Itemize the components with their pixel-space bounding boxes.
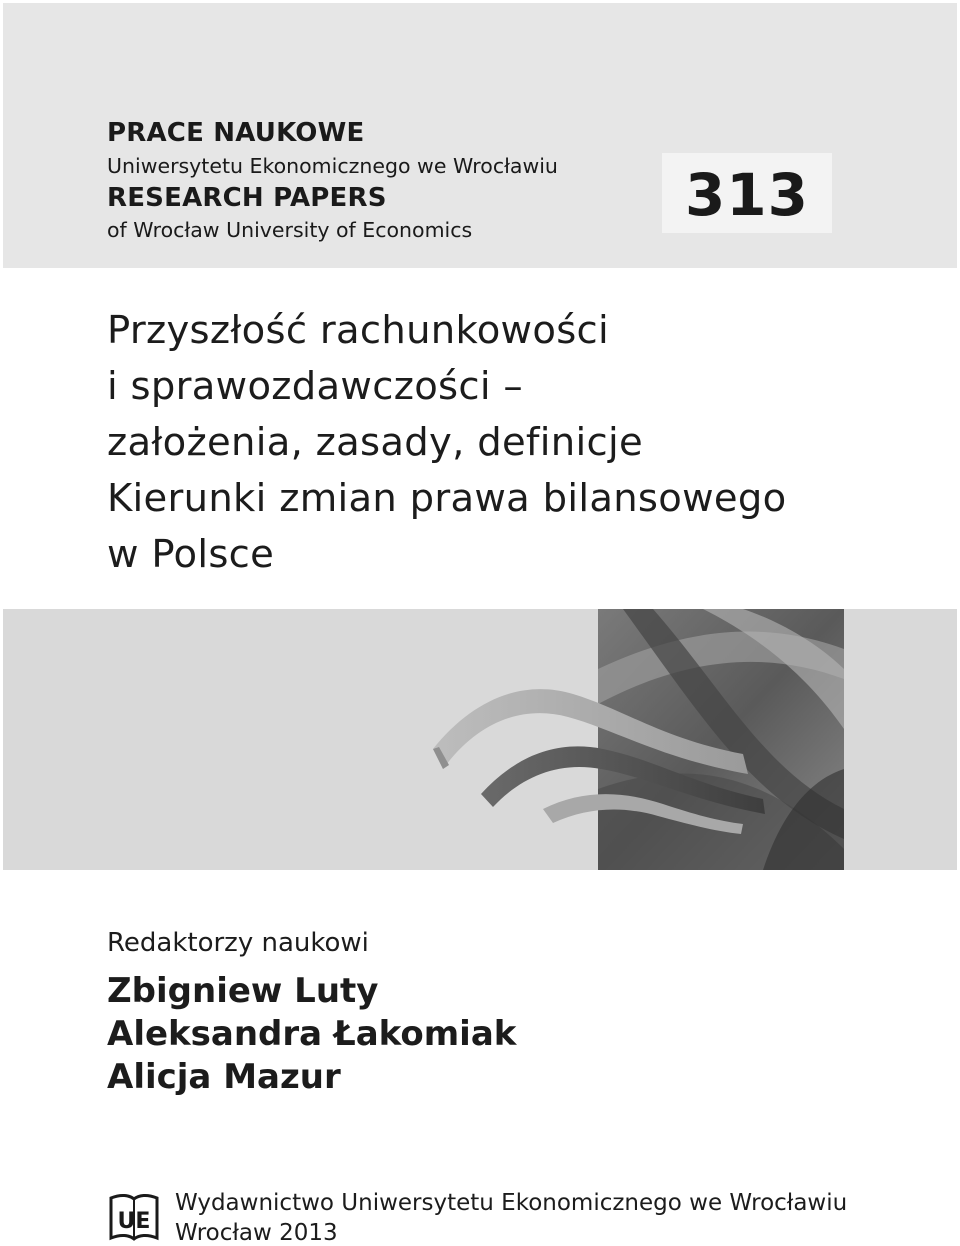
series-subtitle-pl: Uniwersytetu Ekonomicznego we Wrocławiu — [107, 154, 558, 178]
decorative-waves-graphic — [3, 609, 957, 870]
book-title-line: Przyszłość rachunkowości — [107, 308, 610, 353]
publisher-name: Wydawnictwo Uniwersytetu Ekonomicznego we Wrocławiu — [175, 1190, 848, 1216]
publisher-logo-icon — [107, 1192, 161, 1244]
book-title-line: założenia, zasady, definicje — [107, 420, 643, 465]
book-title-line: w Polsce — [107, 532, 275, 577]
cover-art-band — [3, 609, 957, 870]
book-title — [107, 303, 787, 583]
book-title-line: i sprawozdawczości – — [107, 364, 523, 409]
book-title-line: Kierunki zmian prawa bilansowego — [107, 476, 787, 521]
publisher-place-year: Wrocław 2013 — [175, 1220, 338, 1246]
series-title-en: RESEARCH PAPERS — [107, 183, 387, 213]
editors-label: Redaktorzy naukowi — [107, 928, 369, 958]
series-subtitle-en: of Wrocław University of Economics — [107, 218, 473, 242]
issue-number: 313 — [684, 161, 810, 229]
series-title-pl: PRACE NAUKOWE — [107, 118, 365, 148]
editor-name: Aleksandra Łakomiak — [107, 1014, 517, 1054]
editor-name: Zbigniew Luty — [107, 971, 379, 1011]
editors-list — [107, 970, 516, 1099]
publisher-logo-text: UE — [117, 1209, 151, 1234]
editor-name: Alicja Mazur — [107, 1057, 341, 1097]
issue-number-box — [662, 153, 832, 233]
